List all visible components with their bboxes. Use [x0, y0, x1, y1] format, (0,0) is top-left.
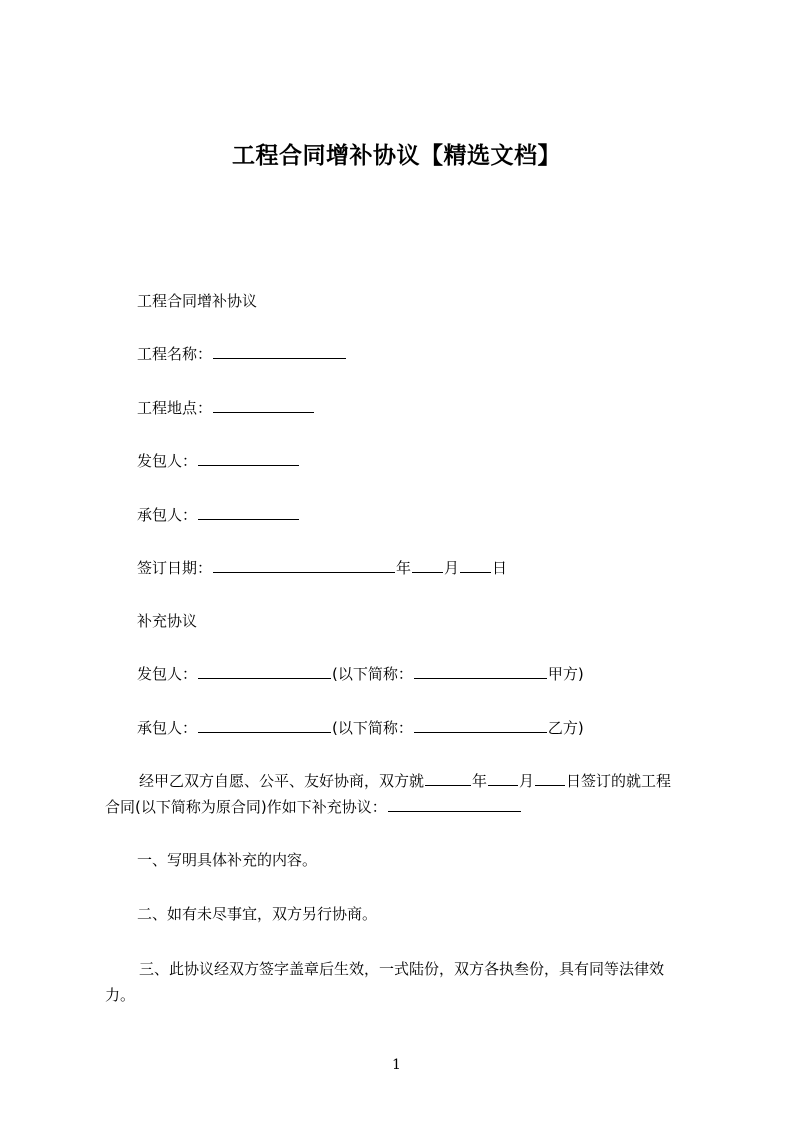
section-title: 补充协议 [137, 612, 198, 630]
clause-2: 二、如有未尽事宜，双方另行协商。 [137, 905, 378, 923]
preamble-line-2 [105, 794, 705, 820]
preamble-year-blank [425, 771, 471, 786]
clause-3-line-2: 力。 [105, 986, 136, 1004]
page-title: 工程合同增补协议【精选文档】 [232, 143, 561, 169]
project-site-line [137, 398, 315, 418]
contractor-label: 承包人： [137, 506, 198, 524]
employer-line [137, 451, 300, 471]
month-label: 月 [444, 559, 460, 577]
party-b-alias-suffix: 乙方) [547, 719, 584, 737]
day-label: 日 [492, 559, 508, 577]
preamble-content-blank [388, 797, 521, 812]
project-name-label: 工程名称： [137, 345, 213, 363]
project-site-label: 工程地点： [137, 399, 213, 417]
party-b-alias-prefix: (以下简称： [332, 719, 413, 737]
sign-date-label: 签订日期： [137, 559, 213, 577]
party-b-label: 承包人： [137, 719, 198, 737]
preamble-paragraph [105, 768, 705, 820]
party-a-line [137, 664, 584, 684]
employer-blank [198, 451, 299, 466]
contractor-blank [198, 505, 299, 520]
preamble-month-blank [488, 771, 518, 786]
party-b-alias-blank [414, 718, 547, 733]
preamble-text-2: 日签订的就工程 [566, 772, 672, 790]
party-a-alias-prefix: (以下简称： [332, 665, 413, 683]
party-a-label: 发包人： [137, 665, 198, 683]
party-b-name-blank [198, 718, 331, 733]
year-label: 年 [396, 559, 412, 577]
project-name-line [137, 344, 347, 364]
day-blank [460, 558, 491, 573]
contractor-line [137, 505, 300, 525]
party-a-alias-blank [414, 664, 547, 679]
party-a-alias-suffix: 甲方) [547, 665, 584, 683]
agreement-heading: 工程合同增补协议 [137, 292, 258, 310]
clause-3 [105, 956, 705, 1008]
employer-label: 发包人： [137, 452, 198, 470]
preamble-month-label: 月 [519, 772, 535, 790]
clause-1: 一、写明具体补充的内容。 [137, 851, 318, 869]
month-blank [412, 558, 443, 573]
preamble-line-1 [105, 768, 705, 794]
sign-date-blank [213, 558, 395, 573]
preamble-year-label: 年 [472, 772, 488, 790]
preamble-text-1: 经甲乙双方自愿、公平、友好协商，双方就 [139, 772, 425, 790]
page-number: 1 [392, 1057, 401, 1073]
party-b-line [137, 718, 584, 738]
preamble-text-3: 合同(以下简称为原合同)作如下补充协议： [105, 798, 387, 816]
project-site-blank [213, 398, 314, 413]
preamble-day-blank [535, 771, 565, 786]
project-name-blank [213, 344, 346, 359]
sign-date-line [137, 558, 507, 578]
clause-3-line-1: 三、此协议经双方签字盖章后生效，一式陆份，双方各执叁份，具有同等法律效 [139, 960, 665, 978]
party-a-name-blank [198, 664, 331, 679]
